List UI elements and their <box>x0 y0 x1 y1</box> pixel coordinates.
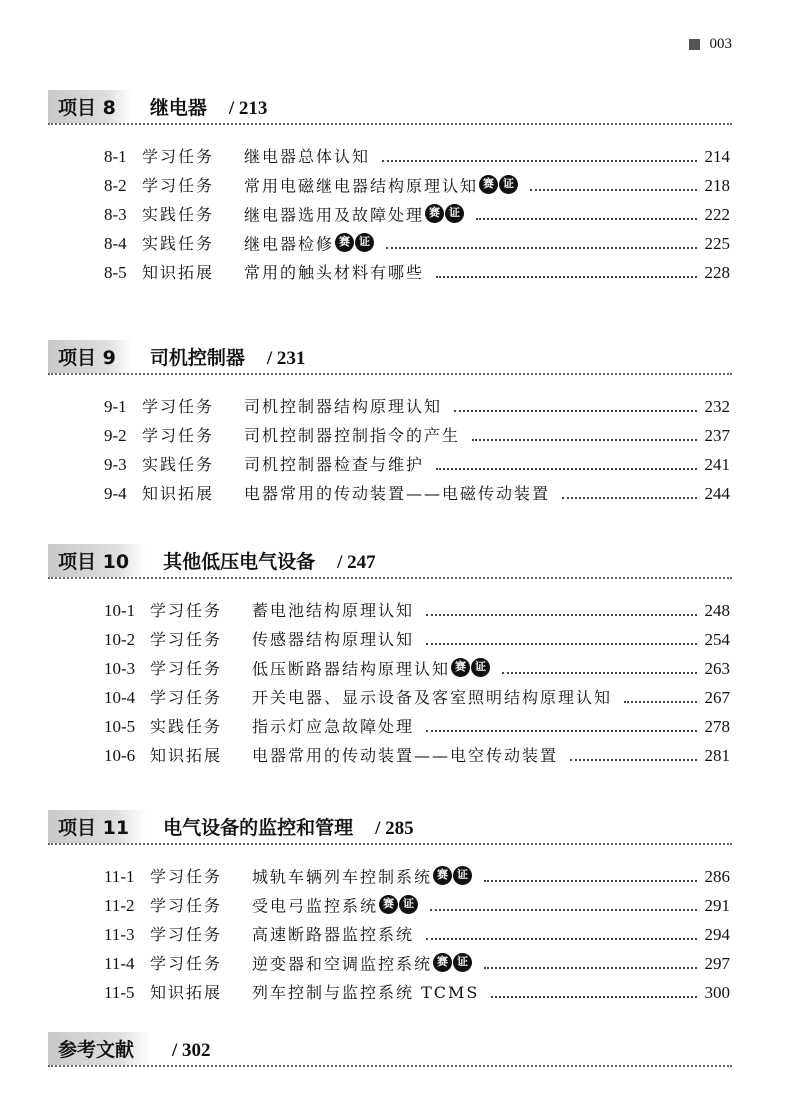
entry-number: 10-1 <box>104 601 136 620</box>
entry-number: 9-2 <box>104 426 127 445</box>
toc-entry[interactable] <box>104 168 730 197</box>
toc-entry[interactable] <box>104 197 730 226</box>
chapter-label: 项目 11 <box>48 810 145 843</box>
chapter-page: / 213 <box>228 98 268 119</box>
toc-entry[interactable] <box>104 709 730 738</box>
competition-badge-icon: 赛 <box>433 866 452 885</box>
entry-title <box>244 396 442 418</box>
references-divider <box>48 1065 732 1067</box>
entry-title <box>252 982 479 1004</box>
certificate-badge-icon: 证 <box>445 204 464 223</box>
entry-kind: 知识拓展 <box>150 746 223 765</box>
entry-title-text: 常用的触头材料有哪些 <box>244 263 425 282</box>
competition-badge-icon: 赛 <box>479 175 498 194</box>
competition-badge-icon: 赛 <box>451 658 470 677</box>
competition-badge-icon: 赛 <box>335 233 354 252</box>
toc-entry[interactable] <box>104 622 730 651</box>
competition-badge-icon: 赛 <box>433 953 452 972</box>
toc-entry[interactable] <box>104 418 730 447</box>
entry-title-text: 蓄电池结构原理认知 <box>252 601 415 620</box>
chapter-heading[interactable] <box>48 338 730 370</box>
entry-number: 11-2 <box>104 896 135 915</box>
chapter-heading[interactable] <box>48 88 730 120</box>
dot-leader <box>430 909 696 911</box>
certificate-badge-icon: 证 <box>399 895 418 914</box>
entry-title-text: 电器常用的传动装置——电空传动装置 <box>252 746 559 765</box>
entry-number: 11-5 <box>104 983 135 1002</box>
entry-kind: 学习任务 <box>150 659 223 678</box>
chapter-title: 其他低压电气设备 <box>163 551 316 573</box>
toc-entry[interactable] <box>104 888 730 917</box>
chapter-section <box>48 88 730 284</box>
entry-page-number: 248 <box>704 601 730 620</box>
dot-leader <box>426 643 696 645</box>
dot-leader <box>476 218 696 220</box>
page-number: 003 <box>709 36 732 52</box>
entry-page-number: 244 <box>704 484 730 503</box>
entry-number: 11-3 <box>104 925 135 944</box>
entry-number: 10-4 <box>104 688 136 707</box>
entry-page-number: 297 <box>704 954 730 973</box>
entry-number: 8-4 <box>104 234 127 253</box>
entry-page-number: 291 <box>704 896 730 915</box>
entry-title-text: 开关电器、显示设备及客室照明结构原理认知 <box>252 688 613 707</box>
entry-title-text: 低压断路器结构原理认知 <box>252 659 451 678</box>
chapter-heading[interactable] <box>48 542 730 574</box>
entry-page-number: 300 <box>704 983 730 1002</box>
chapter-section <box>48 808 730 1004</box>
entry-title <box>244 454 424 476</box>
entry-kind: 学习任务 <box>142 426 215 445</box>
entry-title <box>252 866 472 889</box>
toc-entry[interactable] <box>104 476 730 505</box>
dot-leader <box>502 672 696 674</box>
chapter-label: 项目 10 <box>48 544 145 577</box>
entry-title <box>244 425 460 447</box>
entry-title-text: 指示灯应急故障处理 <box>252 717 415 736</box>
entry-number: 11-1 <box>104 867 135 886</box>
entry-title <box>252 895 418 918</box>
chapter-divider <box>48 123 732 125</box>
entry-title <box>252 600 414 622</box>
toc-entry[interactable] <box>104 680 730 709</box>
toc-entry[interactable] <box>104 975 730 1004</box>
competition-badge-icon: 赛 <box>379 895 398 914</box>
entry-title <box>252 745 558 767</box>
entry-kind: 学习任务 <box>142 397 215 416</box>
toc-entry[interactable] <box>104 651 730 680</box>
entry-number: 9-1 <box>104 397 127 416</box>
entry-title <box>252 629 414 651</box>
dot-leader <box>530 189 696 191</box>
entry-number: 11-4 <box>104 954 135 973</box>
entry-title <box>244 483 550 505</box>
entry-page-number: 278 <box>704 717 730 736</box>
dot-leader <box>484 967 696 969</box>
chapter-title: 继电器 <box>149 97 207 119</box>
page-header <box>689 36 733 53</box>
toc-entries <box>48 139 730 284</box>
toc-entries <box>48 593 730 767</box>
entry-title-text: 继电器检修 <box>244 234 335 253</box>
entry-number: 9-4 <box>104 484 127 503</box>
entry-kind: 知识拓展 <box>142 263 215 282</box>
entry-kind: 学习任务 <box>150 601 223 620</box>
entry-kind: 实践任务 <box>142 205 215 224</box>
chapter-title: 电气设备的监控和管理 <box>163 817 354 839</box>
dot-leader <box>382 160 696 162</box>
references-page: / 302 <box>172 1040 211 1061</box>
dot-leader <box>562 497 696 499</box>
entry-title <box>252 953 472 976</box>
entry-title <box>244 204 464 227</box>
entry-page-number: 267 <box>704 688 730 707</box>
entry-title <box>252 716 414 738</box>
entry-page-number: 218 <box>704 176 730 195</box>
entry-number: 8-5 <box>104 263 127 282</box>
entry-number: 8-2 <box>104 176 127 195</box>
references-heading[interactable] <box>48 1030 730 1062</box>
entry-page-number: 241 <box>704 455 730 474</box>
toc-entry[interactable] <box>104 139 730 168</box>
entry-number: 10-5 <box>104 717 136 736</box>
entry-title-text: 继电器总体认知 <box>244 147 371 166</box>
dot-leader <box>386 247 696 249</box>
entry-page-number: 214 <box>704 147 730 166</box>
entry-number: 10-6 <box>104 746 136 765</box>
entry-number: 8-3 <box>104 205 127 224</box>
entry-kind: 知识拓展 <box>150 983 223 1002</box>
entry-kind: 学习任务 <box>150 896 223 915</box>
entry-number: 10-2 <box>104 630 136 649</box>
entry-title <box>244 175 518 198</box>
dot-leader <box>426 614 696 616</box>
toc-entry[interactable] <box>104 255 730 284</box>
dot-leader <box>436 276 696 278</box>
chapter-heading[interactable] <box>48 808 730 840</box>
dot-leader <box>484 880 696 882</box>
chapter-divider <box>48 373 732 375</box>
entry-title <box>252 924 414 946</box>
toc-entry[interactable] <box>104 738 730 767</box>
dot-leader <box>454 410 696 412</box>
entry-kind: 学习任务 <box>142 147 215 166</box>
chapter-divider <box>48 843 732 845</box>
entry-title-text: 逆变器和空调监控系统 <box>252 954 433 973</box>
chapter-page: / 247 <box>337 552 376 573</box>
entry-title-text: 列车控制与监控系统 TCMS <box>252 983 480 1002</box>
entry-title-text: 司机控制器检查与维护 <box>244 455 425 474</box>
references-label: 参考文献 <box>48 1032 150 1065</box>
toc-entry[interactable] <box>104 859 730 888</box>
entry-page-number: 286 <box>704 867 730 886</box>
chapter-label: 项目 9 <box>48 340 132 373</box>
dot-leader <box>491 996 696 998</box>
entry-title-text: 受电弓监控系统 <box>252 896 379 915</box>
entry-page-number: 232 <box>704 397 730 416</box>
entry-kind: 学习任务 <box>150 867 223 886</box>
chapter-title: 司机控制器 <box>149 347 245 369</box>
entry-page-number: 281 <box>704 746 730 765</box>
dot-leader <box>426 730 696 732</box>
entry-title <box>244 146 370 168</box>
header-square-icon <box>689 39 700 50</box>
toc-entry[interactable] <box>104 946 730 975</box>
certificate-badge-icon: 证 <box>355 233 374 252</box>
competition-badge-icon: 赛 <box>425 204 444 223</box>
entry-number: 10-3 <box>104 659 136 678</box>
entry-number: 9-3 <box>104 455 127 474</box>
entry-title-text: 城轨车辆列车控制系统 <box>252 867 433 886</box>
certificate-badge-icon: 证 <box>499 175 518 194</box>
entry-number: 8-1 <box>104 147 127 166</box>
entry-page-number: 222 <box>704 205 730 224</box>
toc-entry[interactable] <box>104 593 730 622</box>
chapter-section <box>48 338 730 505</box>
chapter-page: / 285 <box>375 818 414 839</box>
entry-page-number: 263 <box>704 659 730 678</box>
entry-kind: 学习任务 <box>142 176 215 195</box>
toc-entry[interactable] <box>104 389 730 418</box>
entry-kind: 学习任务 <box>150 630 223 649</box>
entry-kind: 实践任务 <box>150 717 223 736</box>
entry-kind: 学习任务 <box>150 688 223 707</box>
entry-title-text: 继电器选用及故障处理 <box>244 205 425 224</box>
toc-entry[interactable] <box>104 226 730 255</box>
entry-title <box>244 262 424 284</box>
toc-entry[interactable] <box>104 917 730 946</box>
references-section <box>48 1030 730 1067</box>
chapter-section <box>48 542 730 767</box>
entry-kind: 知识拓展 <box>142 484 215 503</box>
entry-title-text: 高速断路器监控系统 <box>252 925 415 944</box>
dot-leader <box>624 701 696 703</box>
entry-title-text: 司机控制器控制指令的产生 <box>244 426 461 445</box>
entry-page-number: 228 <box>704 263 730 282</box>
entry-title-text: 司机控制器结构原理认知 <box>244 397 443 416</box>
toc-entries <box>48 859 730 1004</box>
chapter-label: 项目 8 <box>48 90 132 123</box>
entry-kind: 学习任务 <box>150 925 223 944</box>
entry-title-text: 常用电磁继电器结构原理认知 <box>244 176 479 195</box>
entry-kind: 实践任务 <box>142 234 215 253</box>
dot-leader <box>472 439 696 441</box>
entry-page-number: 225 <box>704 234 730 253</box>
entry-title <box>252 658 490 681</box>
entry-title-text: 电器常用的传动装置——电磁传动装置 <box>244 484 551 503</box>
entry-kind: 学习任务 <box>150 954 223 973</box>
toc-entries <box>48 389 730 505</box>
certificate-badge-icon: 证 <box>453 953 472 972</box>
dot-leader <box>570 759 696 761</box>
chapter-divider <box>48 577 732 579</box>
entry-page-number: 254 <box>704 630 730 649</box>
entry-page-number: 294 <box>704 925 730 944</box>
entry-page-number: 237 <box>704 426 730 445</box>
entry-title <box>252 687 612 709</box>
entry-title-text: 传感器结构原理认知 <box>252 630 415 649</box>
certificate-badge-icon: 证 <box>453 866 472 885</box>
chapter-page: / 231 <box>266 348 306 369</box>
dot-leader <box>436 468 696 470</box>
certificate-badge-icon: 证 <box>471 658 490 677</box>
entry-kind: 实践任务 <box>142 455 215 474</box>
toc-entry[interactable] <box>104 447 730 476</box>
dot-leader <box>426 938 696 940</box>
entry-title <box>244 233 374 256</box>
